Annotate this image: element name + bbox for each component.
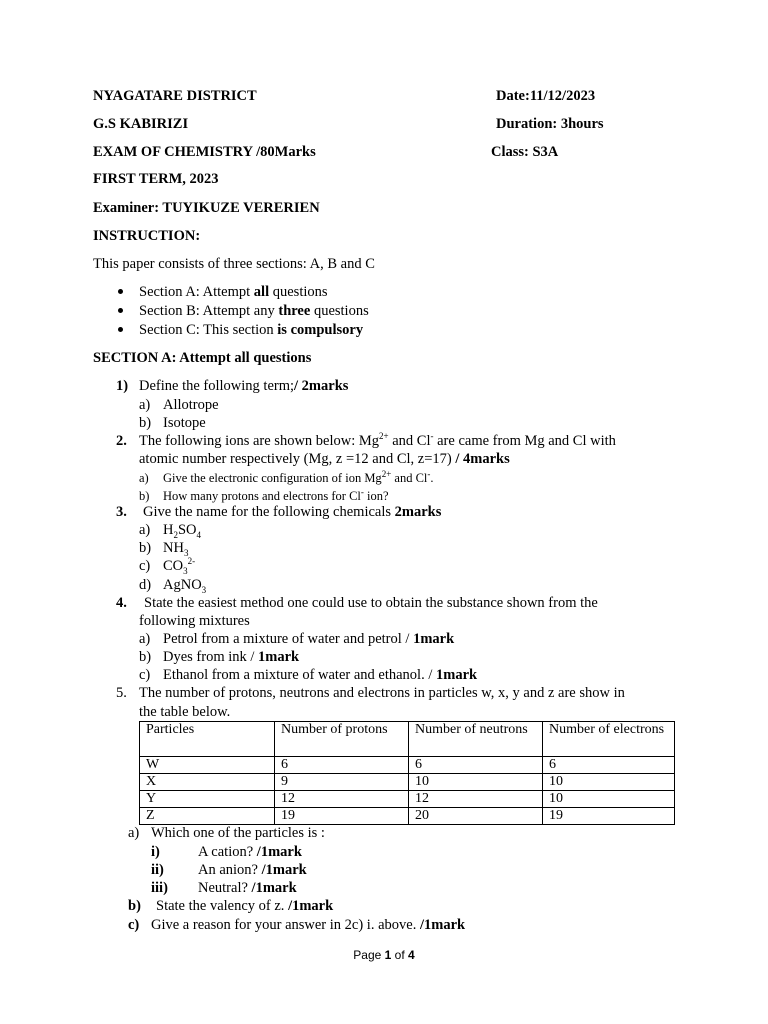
table-cell: Z xyxy=(140,808,275,825)
intro-text: This paper consists of three sections: A, B and C xyxy=(93,256,375,272)
bullet-icon xyxy=(118,289,123,294)
table-cell: Y xyxy=(140,791,275,808)
table-cell: 6 xyxy=(409,757,543,774)
q2-b-label: b) xyxy=(139,489,150,503)
q2-line1: The following ions are shown below: $Mg^{2+}$ and Cl- are came from Mg and Cl with xyxy=(139,431,616,449)
q3-c-formula: $CO_3^{2-}$ xyxy=(163,556,196,576)
q4-b-label: b) xyxy=(139,649,152,665)
q4-a-label: a) xyxy=(139,631,151,647)
q3-c-label: c) xyxy=(139,558,151,574)
instruction-bullet-b: Section B: Attempt any three questions xyxy=(139,303,369,319)
table-row xyxy=(140,757,675,774)
q2-a-label: a) xyxy=(139,471,149,485)
exam-class: Class: S3A xyxy=(491,144,559,160)
examiner: Examiner: TUYIKUZE VERERIEN xyxy=(93,200,320,216)
q3-a-label: a) xyxy=(139,522,151,538)
q5-iii-text: Neutral? /1mark xyxy=(198,880,297,896)
q5-b-label: b) xyxy=(128,898,141,914)
page-footer: Page 1 of 4 xyxy=(353,948,415,962)
q4-number: 4. xyxy=(116,595,127,611)
table-cell: 20 xyxy=(409,808,543,825)
q2-number: 2. xyxy=(116,433,127,449)
q1-number: 1) xyxy=(116,378,129,394)
table-header-cell: Particles xyxy=(140,722,275,757)
table-header-cell: Number of neutrons xyxy=(409,722,543,757)
table-row xyxy=(140,774,675,791)
q4-b-text: Dyes from ink / 1mark xyxy=(163,649,300,665)
q1-a-label: a) xyxy=(139,397,151,413)
q2-line2: atomic number respectively (Mg, z =12 and Cl, z=17) / 4marks xyxy=(139,451,510,467)
q5-a-text: Which one of the particles is : xyxy=(151,825,325,841)
table-cell: 19 xyxy=(275,808,409,825)
table-cell: X xyxy=(140,774,275,791)
q5-ii-label: ii) xyxy=(151,862,164,878)
q3-b-label: b) xyxy=(139,540,152,556)
q4-line2: following mixtures xyxy=(139,613,250,629)
q2-b-text: How many protons and electrons for Cl- ion? xyxy=(163,486,389,503)
school-name: G.S KABIRIZI xyxy=(93,116,189,132)
instruction-bullet-c: Section C: This section is compulsory xyxy=(139,322,364,338)
table-cell: 6 xyxy=(543,757,675,774)
q3-number: 3. xyxy=(116,504,127,520)
section-a-title: SECTION A: Attempt all questions xyxy=(93,350,312,366)
q3-text: Give the name for the following chemicals 2marks xyxy=(143,504,442,520)
q5-a-label: a) xyxy=(128,825,140,841)
q5-c-text: Give a reason for your answer in 2c) i. above. /1mark xyxy=(151,917,466,933)
bullet-icon xyxy=(118,308,123,313)
table-cell: W xyxy=(140,757,275,774)
table-cell: 6 xyxy=(275,757,409,774)
table-row xyxy=(140,808,675,825)
exam-term: FIRST TERM, 2023 xyxy=(93,171,219,187)
q5-line1: The number of protons, neutrons and electrons in particles w, x, y and z are show in xyxy=(139,685,625,701)
q5-ii-text: An anion? /1mark xyxy=(198,862,307,878)
q5-line2: the table below. xyxy=(139,704,231,720)
q5-i-label: i) xyxy=(151,844,160,860)
table-row xyxy=(140,791,675,808)
q4-c-text: Ethanol from a mixture of water and ethanol. / 1mark xyxy=(163,667,478,683)
q4-line1: State the easiest method one could use to obtain the substance shown from the xyxy=(144,595,598,611)
q3-a-formula: $H_2SO_4$ xyxy=(163,522,202,540)
exam-date: Date:11/12/2023 xyxy=(496,88,596,104)
q5-iii-label: iii) xyxy=(151,880,168,896)
q2-a-text: Give the electronic configuration of ion $Mg^{2+}$ and Cl-. xyxy=(163,468,434,485)
q3-d-label: d) xyxy=(139,577,152,593)
q3-b-formula: $NH_3$ xyxy=(163,540,189,558)
bullet-icon xyxy=(118,327,123,332)
instruction-bullet-a: Section A: Attempt all questions xyxy=(139,284,328,300)
q4-a-text: Petrol from a mixture of water and petrol / 1mark xyxy=(163,631,455,647)
table-cell: 19 xyxy=(543,808,675,825)
table-header-row xyxy=(140,722,675,757)
table-header-cell: Number of electrons xyxy=(543,722,675,757)
q1-b-text: Isotope xyxy=(163,415,206,431)
q5-c-label: c) xyxy=(128,917,140,933)
q1-a-text: Allotrope xyxy=(163,397,219,413)
exam-duration: Duration: 3hours xyxy=(496,116,604,132)
table-cell: 12 xyxy=(409,791,543,808)
table-cell: 12 xyxy=(275,791,409,808)
q5-b-text: State the valency of z. /1mark xyxy=(156,898,334,914)
q3-d-formula: AgNO$_3$ xyxy=(163,577,207,595)
exam-title: EXAM OF CHEMISTRY /80Marks xyxy=(93,144,316,160)
q1-b-label: b) xyxy=(139,415,152,431)
q1-text: Define the following term;/ 2marks xyxy=(139,378,349,394)
district-name: NYAGATARE DISTRICT xyxy=(93,88,257,104)
table-cell: 10 xyxy=(543,774,675,791)
instruction-title: INSTRUCTION: xyxy=(93,228,201,244)
q5-number: 5. xyxy=(116,685,127,701)
table-cell: 10 xyxy=(409,774,543,791)
q4-c-label: c) xyxy=(139,667,151,683)
table-header-cell: Number of protons xyxy=(275,722,409,757)
table-cell: 10 xyxy=(543,791,675,808)
particles-table xyxy=(139,721,675,825)
q5-i-text: A cation? /1mark xyxy=(198,844,302,860)
table-cell: 9 xyxy=(275,774,409,791)
